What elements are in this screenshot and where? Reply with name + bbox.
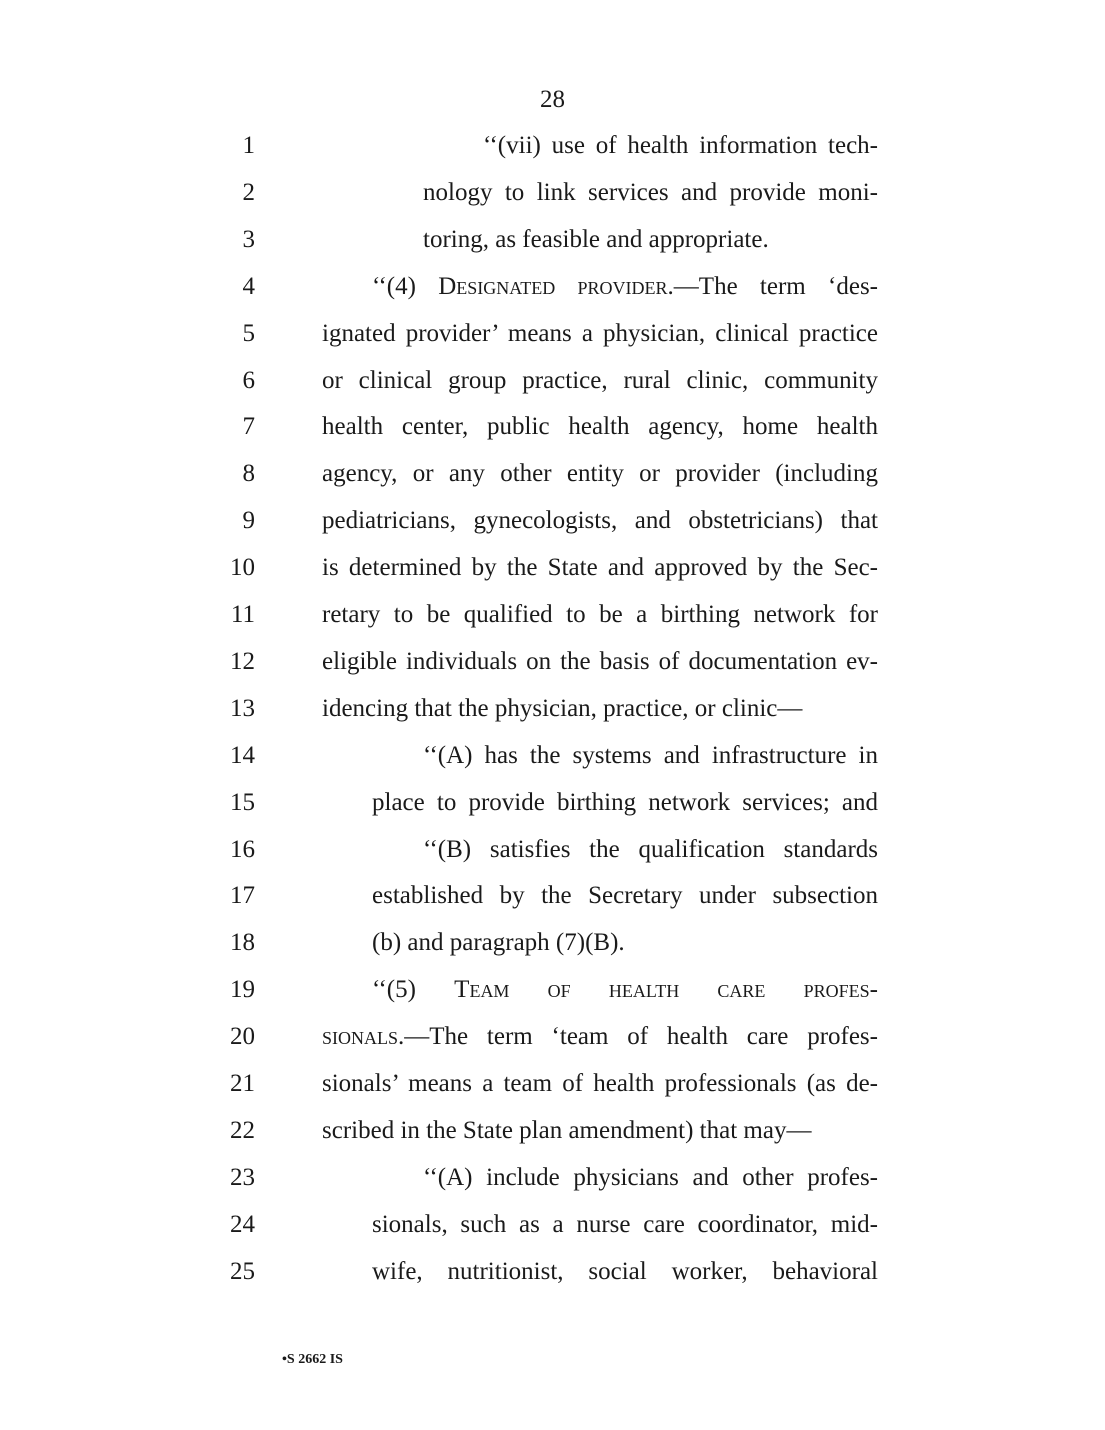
line-number: 20: [230, 1023, 255, 1051]
line-number: 10: [230, 554, 255, 582]
line-text: agency, or any other entity or provider (including: [322, 460, 878, 488]
line-number: 5: [242, 319, 255, 347]
line-number: 3: [242, 225, 255, 253]
text-line: [0, 1257, 1105, 1304]
line-number: 8: [242, 460, 255, 488]
line-number: 7: [242, 413, 255, 441]
line-number: 16: [230, 835, 255, 863]
text-line: [0, 975, 1105, 1022]
text-line: [0, 459, 1105, 506]
line-text: place to provide birthing network services; and: [372, 788, 878, 816]
heading-small-caps: Designated provider: [438, 272, 668, 300]
line-text: is determined by the State and approved by the Sec-: [322, 554, 878, 582]
text-line: [0, 1069, 1105, 1116]
line-text: ‘‘(A) include physicians and other profes-: [423, 1163, 878, 1191]
line-text: ignated provider’ means a physician, clinical practice: [322, 319, 878, 347]
line-number: 13: [230, 694, 255, 722]
text-line: [0, 1163, 1105, 1210]
line-text: [372, 975, 878, 1005]
line-number: 25: [230, 1257, 255, 1285]
heading-suffix: .—The term ‘team of health care profes-: [398, 1023, 878, 1051]
text-line: [0, 1022, 1105, 1069]
line-number: 9: [242, 507, 255, 535]
line-number: 24: [230, 1210, 255, 1238]
text-line: [0, 1210, 1105, 1257]
line-number: 19: [230, 976, 255, 1004]
text-line: [0, 600, 1105, 647]
heading-prefix: ‘‘(5): [372, 976, 455, 1004]
line-text: ‘‘(A) has the systems and infrastructure in: [423, 741, 878, 769]
line-text: scribed in the State plan amendment) that may—: [322, 1116, 812, 1144]
bill-identifier-footer: •S 2662 IS: [282, 1352, 343, 1367]
line-number: 14: [230, 741, 255, 769]
text-line: [0, 741, 1105, 788]
line-text: health center, public health agency, home health: [322, 413, 878, 441]
line-text: [322, 1022, 878, 1052]
line-number: 12: [230, 647, 255, 675]
line-number: 15: [230, 788, 255, 816]
heading-small-caps: Team of health care profes-: [454, 976, 878, 1004]
page-number: 28: [540, 86, 565, 113]
text-line: [0, 553, 1105, 600]
line-text: toring, as feasible and appropriate.: [423, 225, 769, 253]
text-line: [0, 225, 1105, 272]
line-number: 17: [230, 882, 255, 910]
text-line: [0, 647, 1105, 694]
text-line: [0, 319, 1105, 366]
line-number: 23: [230, 1163, 255, 1191]
text-line: [0, 928, 1105, 975]
text-line: [0, 506, 1105, 553]
line-number: 22: [230, 1116, 255, 1144]
line-text: ‘‘(B) satisfies the qualification standards: [423, 835, 878, 863]
heading-prefix: ‘‘(4): [372, 272, 439, 300]
line-text: sionals’ means a team of health professionals (as de-: [322, 1070, 878, 1097]
heading-small-caps: sionals: [322, 1023, 399, 1051]
line-text: [372, 272, 878, 302]
line-text: idencing that the physician, practice, or clinic—: [322, 694, 803, 722]
text-line: [0, 272, 1105, 319]
text-line: [0, 178, 1105, 225]
line-text: or clinical group practice, rural clinic, community: [322, 366, 878, 394]
heading-suffix: .—The term ‘des-: [667, 272, 878, 300]
line-text: eligible individuals on the basis of documentation ev-: [322, 647, 878, 675]
line-number: 21: [230, 1070, 255, 1097]
line-number: 2: [242, 178, 255, 206]
text-line: [0, 835, 1105, 882]
text-line: [0, 1116, 1105, 1163]
line-number: 11: [230, 601, 255, 628]
text-line: [0, 366, 1105, 413]
text-line: [0, 131, 1105, 178]
line-text: nology to link services and provide moni-: [423, 178, 878, 206]
text-line: [0, 694, 1105, 741]
line-text: sionals, such as a nurse care coordinator, mid-: [372, 1210, 878, 1238]
line-number: 18: [230, 929, 255, 957]
line-number: 4: [242, 272, 255, 300]
line-text: pediatricians, gynecologists, and obstetricians) that: [322, 507, 878, 535]
line-text: retary to be qualified to be a birthing network for: [322, 601, 878, 628]
text-line: [0, 788, 1105, 835]
text-line: [0, 412, 1105, 459]
line-text: established by the Secretary under subsection: [372, 882, 878, 910]
line-number: 6: [242, 366, 255, 394]
text-line: [0, 881, 1105, 928]
line-text: wife, nutritionist, social worker, behavioral: [372, 1257, 878, 1285]
line-number: 1: [242, 132, 255, 159]
line-text: (b) and paragraph (7)(B).: [372, 929, 625, 957]
line-text: ‘‘(vii) use of health information tech-: [483, 132, 878, 159]
